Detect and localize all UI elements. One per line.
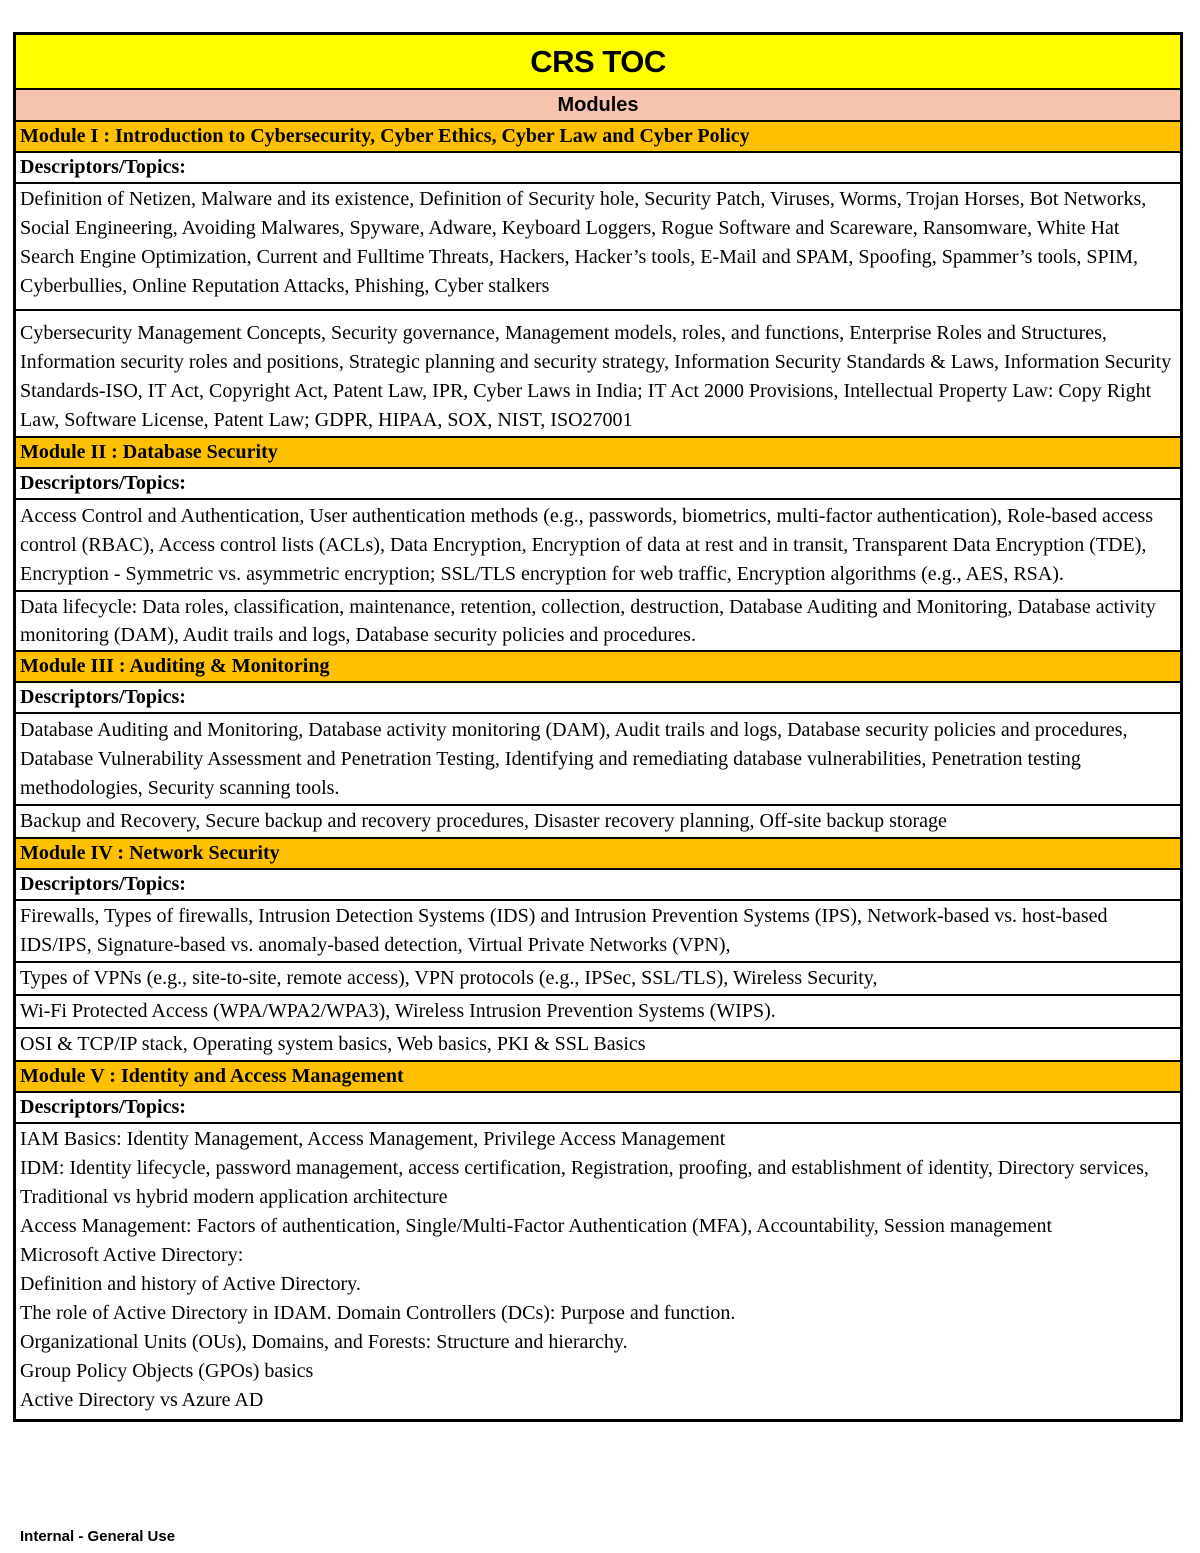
module-4-topic-1: Firewalls, Types of firewalls, Intrusion Detection Systems (IDS) and Intrusion Prevention Systems (IPS), Network-based vs. host-based IDS/IPS, Signature-based vs. anomaly-based detection, Virtual Private Networks (VPN), — [16, 901, 1180, 963]
module-5-line-5: Definition and history of Active Directory. — [20, 1273, 361, 1295]
module-2-header: Module II : Database Security — [16, 438, 1180, 469]
module-5-line-6: The role of Active Directory in IDAM. Domain Controllers (DCs): Purpose and function. — [20, 1302, 736, 1324]
classification-footer: Internal - General Use — [20, 1528, 176, 1545]
module-1-header: Module I : Introduction to Cybersecurity, Cyber Ethics, Cyber Law and Cyber Policy — [16, 122, 1180, 153]
module-5-line-4: Microsoft Active Directory: — [20, 1244, 244, 1266]
module-5-line-9: Active Directory vs Azure AD — [20, 1389, 264, 1411]
module-5-line-3: Access Management: Factors of authentication, Single/Multi-Factor Authentication (MFA), Accountability, Session management — [20, 1215, 1053, 1237]
module-5-line-1: IAM Basics: Identity Management, Access Management, Privilege Access Management — [20, 1128, 726, 1150]
module-3-header: Module III : Auditing & Monitoring — [16, 652, 1180, 683]
page-title: CRS TOC — [16, 35, 1180, 90]
module-1-topic-2: Cybersecurity Management Concepts, Security governance, Management models, roles, and functions, Enterprise Roles and Structures, Information security roles and positions, Strategic planning and security strategy, Information Security Standards & Laws, Information Security Standards-ISO, IT Act, Copyright Act, Patent Law, IPR, Cyber Laws in India; IT Act 2000 Provisions, Intellectual Property Law: Copy Right Law, Software License, Patent Law; GDPR, HIPAA, SOX, NIST, ISO27001 — [16, 311, 1180, 438]
module-1-descriptor-label: Descriptors/Topics: — [16, 153, 1180, 184]
module-5-topics — [16, 1124, 1180, 1419]
module-1-topic-1: Definition of Netizen, Malware and its existence, Definition of Security hole, Security Patch, Viruses, Worms, Trojan Horses, Bot Networks, Social Engineering, Avoiding Malwares, Spyware, Adware, Keyboard Loggers, Rogue Software and Scareware, Ransomware, White Hat Search Engine Optimization, Current and Fulltime Threats, Hackers, Hacker’s tools, E-Mail and SPAM, Spoofing, Spammer’s tools, SPIM, Cyberbullies, Online Reputation Attacks, Phishing, Cyber stalkers — [16, 184, 1180, 311]
module-5-line-7: Organizational Units (OUs), Domains, and Forests: Structure and hierarchy. — [20, 1331, 628, 1353]
module-4-topic-2: Types of VPNs (e.g., site-to-site, remote access), VPN protocols (e.g., IPSec, SSL/TLS), Wireless Security, — [16, 963, 1180, 996]
module-4-topic-4: OSI & TCP/IP stack, Operating system basics, Web basics, PKI & SSL Basics — [16, 1029, 1180, 1062]
module-2-topic-2: Data lifecycle: Data roles, classification, maintenance, retention, collection, destruction, Database Auditing and Monitoring, Database activity monitoring (DAM), Audit trails and logs, Database security policies and procedures. — [16, 592, 1180, 652]
module-3-descriptor-label: Descriptors/Topics: — [16, 683, 1180, 714]
toc-table — [13, 32, 1183, 1422]
modules-heading: Modules — [16, 90, 1180, 122]
module-2-topic-1: Access Control and Authentication, User authentication methods (e.g., passwords, biometrics, multi-factor authentication), Role-based access control (RBAC), Access control lists (ACLs), Data Encryption, Encryption of data at rest and in transit, Transparent Data Encryption (TDE), Encryption - Symmetric vs. asymmetric encryption; SSL/TLS encryption for web traffic, Encryption algorithms (e.g., AES, RSA). — [16, 500, 1180, 592]
module-3-topic-1: Database Auditing and Monitoring, Database activity monitoring (DAM), Audit trails and logs, Database security policies and procedures, Database Vulnerability Assessment and Penetration Testing, Identifying and remediating database vulnerabilities, Penetration testing methodologies, Security scanning tools. — [16, 714, 1180, 806]
module-4-descriptor-label: Descriptors/Topics: — [16, 870, 1180, 901]
module-5-descriptor-label: Descriptors/Topics: — [16, 1093, 1180, 1124]
module-3-topic-2: Backup and Recovery, Secure backup and recovery procedures, Disaster recovery planning, Off-site backup storage — [16, 806, 1180, 839]
module-2-descriptor-label: Descriptors/Topics: — [16, 469, 1180, 500]
module-4-header: Module IV : Network Security — [16, 839, 1180, 870]
module-4-topic-3: Wi-Fi Protected Access (WPA/WPA2/WPA3), Wireless Intrusion Prevention Systems (WIPS). — [16, 996, 1180, 1029]
module-5-line-8: Group Policy Objects (GPOs) basics — [20, 1360, 314, 1382]
module-5-header: Module V : Identity and Access Management — [16, 1062, 1180, 1093]
module-5-line-2: IDM: Identity lifecycle, password management, access certification, Registration, proofing, and establishment of identity, Directory services, Traditional vs hybrid modern application architecture — [20, 1157, 1149, 1208]
